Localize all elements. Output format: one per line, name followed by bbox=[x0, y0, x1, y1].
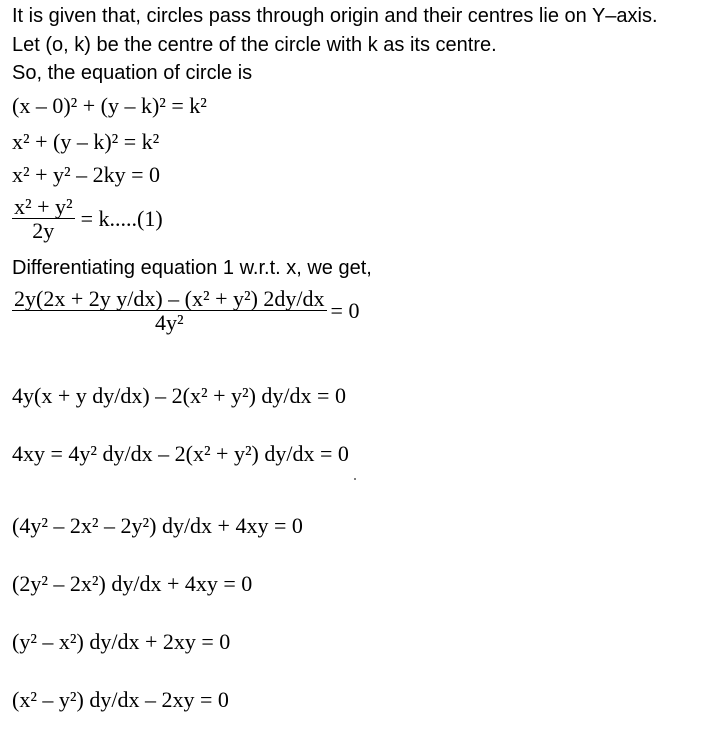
derivation-step-2: 4y(x + y dy/dx) – 2(x² + y²) dy/dx = 0 bbox=[12, 383, 346, 408]
derivation-step-5: (2y² – 2x²) dy/dx + 4xy = 0 bbox=[12, 571, 253, 596]
derivation-step-1 bbox=[12, 287, 359, 334]
differentiating-text: Differentiating equation 1 w.r.t. x, we get, bbox=[12, 257, 372, 279]
intro-line-1: It is given that, circles pass through origin and their centres lie on Y–axis. bbox=[12, 5, 658, 27]
derivation-step-7: (x² – y²) dy/dx – 2xy = 0 bbox=[12, 687, 229, 712]
equation-1: (x – 0)² + (y – k)² = k² bbox=[12, 93, 207, 118]
intro-line-3: So, the equation of circle is bbox=[12, 62, 253, 84]
stray-dot bbox=[354, 478, 356, 480]
derivation-step-1-fraction bbox=[12, 287, 327, 334]
derivation-step-6: (y² – x²) dy/dx + 2xy = 0 bbox=[12, 629, 231, 654]
intro-line-2: Let (o, k) be the centre of the circle with k as its centre. bbox=[12, 34, 497, 56]
equation-4-denominator: 2y bbox=[32, 218, 55, 244]
derivation-step-1-denominator: 4y² bbox=[154, 310, 184, 336]
equation-4-rhs: = k.....(1) bbox=[80, 205, 163, 231]
derivation-step-3: 4xy = 4y² dy/dx – 2(x² + y²) dy/dx = 0 bbox=[12, 441, 349, 466]
equation-2: x² + (y – k)² = k² bbox=[12, 129, 160, 154]
equation-4 bbox=[12, 195, 163, 242]
equation-4-numerator: x² + y² bbox=[14, 194, 73, 219]
equation-3: x² + y² – 2ky = 0 bbox=[12, 162, 161, 187]
equation-4-fraction bbox=[12, 195, 75, 242]
derivation-step-1-rhs: = 0 bbox=[330, 297, 360, 323]
derivation-step-4: (4y² – 2x² – 2y²) dy/dx + 4xy = 0 bbox=[12, 513, 303, 538]
derivation-step-1-numerator: 2y(2x + 2y y/dx) – (x² + y²) 2dy/dx bbox=[14, 286, 325, 311]
